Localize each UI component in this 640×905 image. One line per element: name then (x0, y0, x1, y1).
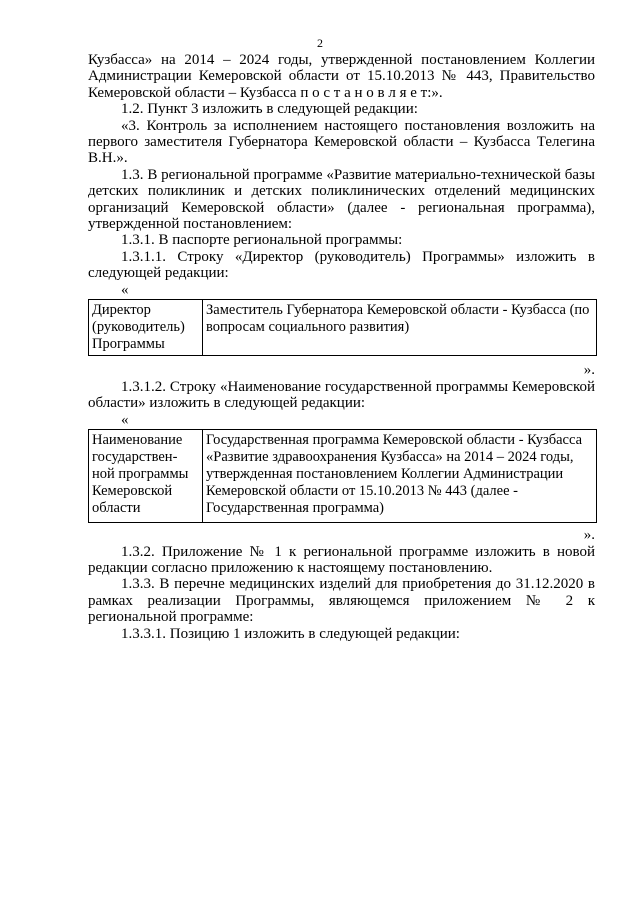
table-row (89, 429, 597, 522)
document-body (88, 52, 595, 642)
quote-open-mark: « (121, 281, 129, 298)
quote-close-mark: ». (583, 361, 595, 378)
paragraph-point-3: «3. Контроль за исполнением настоящего постановления возложить на первого заместителя Губернатора Кемеровской области – Кузбасса Телегина В.Н.». (88, 117, 595, 167)
program-name-table (88, 429, 597, 523)
paragraph-1-3: 1.3. В региональной программе «Развитие материально-технической базы детских поликлиник и детских поликлинических отделений медицинских организаций Кемеровской области» (далее - региональная программа), утвержденной постановлением: (88, 166, 595, 233)
quote-open-mark: « (121, 411, 129, 428)
table-row (89, 299, 597, 355)
paragraph-1-3-3: 1.3.3. В перечне медицинских изделий для приобретения до 31.12.2020 в рамках реализации Программы, являющемся приложением № 2 к региональной программе: (88, 576, 595, 626)
director-table (88, 299, 597, 356)
paragraph-1-3-3-1: 1.3.3.1. Позицию 1 изложить в следующей редакции: (121, 625, 460, 642)
paragraph-1-3-1: 1.3.1. В паспорте региональной программы: (121, 232, 403, 249)
program-name-label-cell: Наименование государствен-ной программы Кемеровской области (89, 429, 203, 522)
paragraph-1-2: 1.2. Пункт 3 изложить в следующей редакции: (121, 101, 418, 118)
director-value-cell: Заместитель Губернатора Кемеровской области - Кузбасса (по вопросам социального развития) (203, 299, 597, 355)
paragraph-1-3-2: 1.3.2. Приложение № 1 к региональной программе изложить в новой редакции согласно приложению к настоящему постановлению. (88, 543, 595, 576)
paragraph-1-3-1-2: 1.3.1.2. Строку «Наименование государственной программы Кемеровской области» изложить в следующей редакции: (88, 378, 595, 412)
paragraph-continuation: Кузбасса» на 2014 – 2024 годы, утвержденной постановлением Коллегии Администрации Кемеровской области от 15.10.2013 № 443, Правительство Кемеровской области – Кузбасса п о с т а н о в л я е т:». (88, 52, 595, 101)
page-number: 2 (317, 36, 323, 50)
quote-close-mark: ». (583, 526, 595, 543)
paragraph-1-3-1-1: 1.3.1.1. Строку «Директор (руководитель) Программы» изложить в следующей редакции: (88, 248, 595, 282)
director-label-cell: Директор (руководитель) Программы (89, 299, 203, 355)
program-name-value-cell: Государственная программа Кемеровской области - Кузбасса «Развитие здравоохранения Кузбасса» на 2014 – 2024 годы, утвержденная постановлением Коллегии Администрации Кемеровской области от 15.10.2013 № 443 (далее - Государственная программа) (203, 429, 597, 522)
